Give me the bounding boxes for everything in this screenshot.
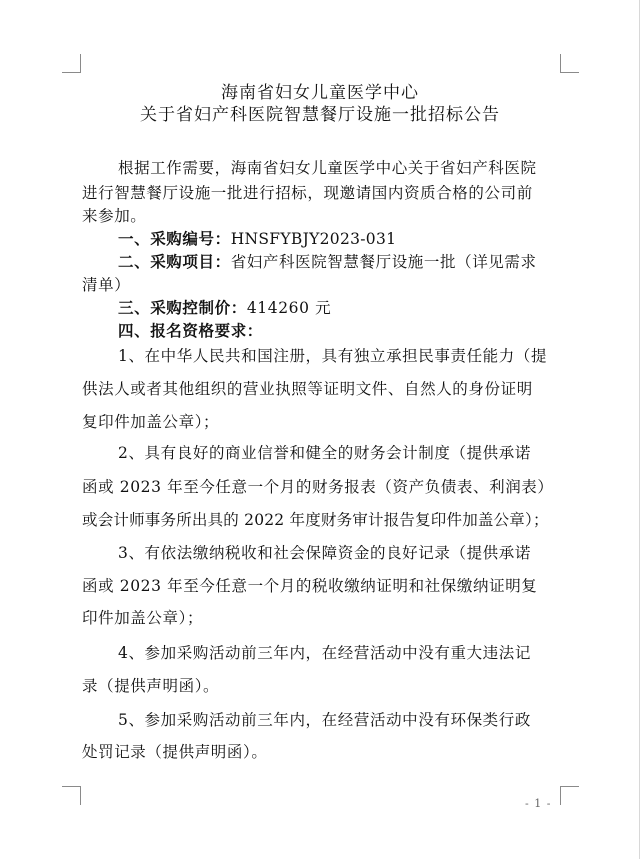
item-qualification-heading: 四、报名资格要求：: [118, 321, 263, 340]
requirement-4-line-2: 录（提供声明函）。: [82, 677, 220, 695]
requirement-2-line-1: 2、具有良好的商业信誉和健全的财务会计制度（提供承诺: [118, 444, 531, 462]
corner-mark-bottom-left: [62, 786, 81, 805]
requirement-1-line-3: 复印件加盖公章）；: [82, 413, 220, 431]
requirement-3-line-3: 印件加盖公章）；: [82, 609, 204, 627]
requirement-5-line-1: 5、参加采购活动前三年内，在经营活动中没有环保类行政: [118, 711, 531, 729]
item-procurement-number-value: HNSFYBJY2023-031: [230, 230, 397, 248]
requirement-5-line-2: 处罚记录（提供声明函）。: [82, 743, 268, 761]
item-procurement-number-label: 一、采购编号：: [118, 229, 231, 248]
intro-line-3: 来参加。: [82, 207, 147, 225]
document-title-line-2: 关于省妇产科医院智慧餐厅设施一批招标公告: [140, 105, 500, 125]
intro-line-2: 进行智慧餐厅设施一批进行招标，现邀请国内资质合格的公司前: [82, 184, 533, 202]
requirement-1-line-2: 供法人或者其他组织的营业执照等证明文件、自然人的身份证明: [82, 380, 533, 398]
item-control-price-label: 三、采购控制价：: [118, 298, 247, 317]
item-procurement-project: [118, 250, 598, 272]
corner-mark-top-right: [560, 54, 579, 73]
item-procurement-project-label: 二、采购项目：: [118, 252, 231, 271]
requirement-2-line-2: 函或 2023 年至今任意一个月的财务报表（资产负债表、利润表）: [82, 478, 554, 496]
item-control-price: [118, 296, 598, 318]
page-number: - 1 -: [525, 797, 552, 810]
requirement-2-line-3: 或会计师事务所出具的 2022 年度财务审计报告复印件加盖公章）；: [82, 511, 549, 529]
requirement-3-line-1: 3、有依法缴纳税收和社会保障资金的良好记录（提供承诺: [118, 544, 531, 562]
intro-line-1: 根据工作需要，海南省妇女儿童医学中心关于省妇产科医院: [118, 159, 537, 177]
corner-mark-bottom-right: [560, 786, 579, 805]
requirement-4-line-1: 4、参加采购活动前三年内，在经营活动中没有重大违法记: [118, 644, 531, 662]
requirement-3-line-2: 函或 2023 年至今任意一个月的税收缴纳证明和社保缴纳证明复: [82, 577, 538, 595]
item-procurement-project-value-line-1: 省妇产科医院智慧餐厅设施一批（详见需求: [230, 253, 537, 271]
requirement-1-line-1: 1、在中华人民共和国注册，具有独立承担民事责任能力（提: [118, 347, 548, 365]
item-procurement-number: [118, 227, 598, 249]
corner-mark-top-left: [62, 54, 81, 73]
item-procurement-project-value-line-2: 清单）: [82, 276, 131, 294]
item-control-price-value: 414260 元: [246, 299, 332, 317]
document-title-line-1: 海南省妇女儿童医学中心: [221, 83, 419, 103]
